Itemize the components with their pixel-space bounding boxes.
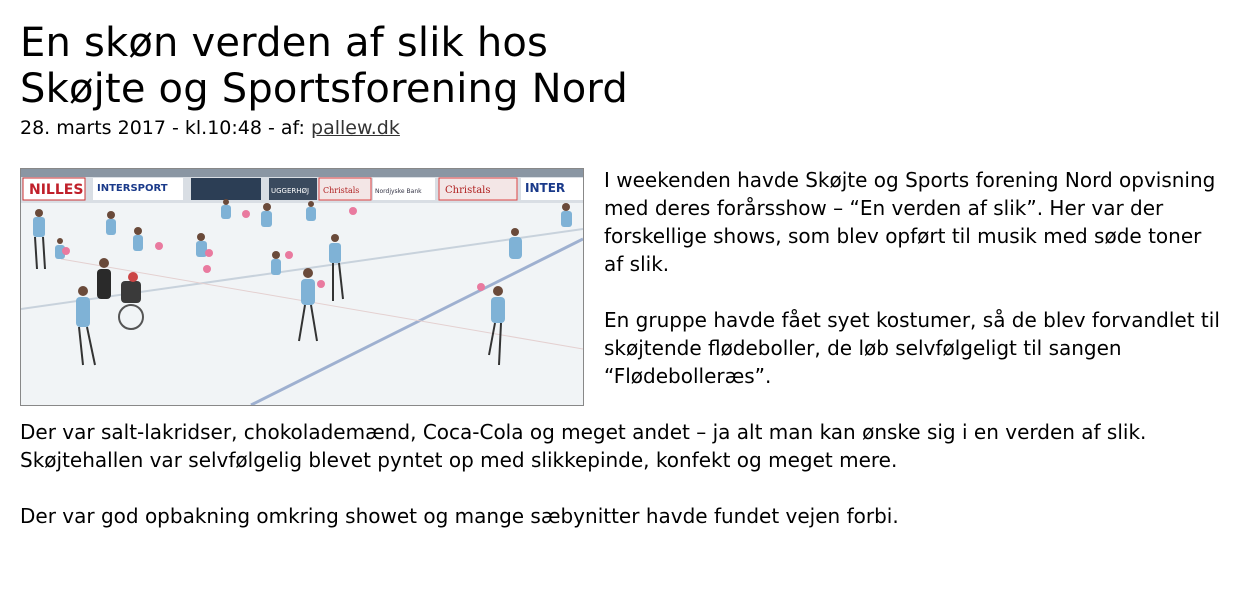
board-nilles: NILLES <box>29 182 84 198</box>
article-title <box>20 20 1225 112</box>
paragraph-1: I weekenden havde Skøjte og Sports forening Nord opvisning med deres forårsshow – “En verden af slik”. Her var der forskellige shows, som blev opført til musik med søde toner af slik. <box>604 168 1216 276</box>
board-nordjyske: Nordjyske Bank <box>375 188 422 195</box>
paragraph-3: Der var salt-lakridser, chokolademænd, Coca-Cola og meget andet – ja alt man kan ønske sig i en verden af slik. <box>20 420 1147 444</box>
meta-date: 28. marts 2017 - kl.10:48 - af: <box>20 117 312 139</box>
article-photo <box>20 168 584 406</box>
title-line-2: Skøjte og Sportsforening Nord <box>20 66 628 112</box>
board-uggerhoj: UGGERHØJ <box>271 187 310 195</box>
board-intersport: INTERSPORT <box>97 183 168 194</box>
paragraph-4: Skøjtehallen var selvfølgelig blevet pyntet op med slikkepinde, konfekt og meget mere. <box>20 448 898 472</box>
board-inter: INTER <box>525 181 566 195</box>
article-meta <box>20 116 1225 140</box>
board-christals-1: Christals <box>323 186 360 195</box>
paragraph-2: En gruppe havde fået syet kostumer, så de blev forvandlet til skøjtende flødeboller, de løb selvfølgeligt til sangen “Flødebolleræs”. <box>604 308 1220 388</box>
article-body <box>20 166 1225 530</box>
article <box>20 20 1225 558</box>
paragraph-5: Der var god opbakning omkring showet og mange sæbynitter havde fundet vejen forbi. <box>20 504 899 528</box>
author-link[interactable]: pallew.dk <box>311 117 400 139</box>
ice-rink-photo <box>21 169 583 405</box>
board-christals-2: Christals <box>445 185 491 196</box>
title-line-1: En skøn verden af slik hos <box>20 20 549 66</box>
